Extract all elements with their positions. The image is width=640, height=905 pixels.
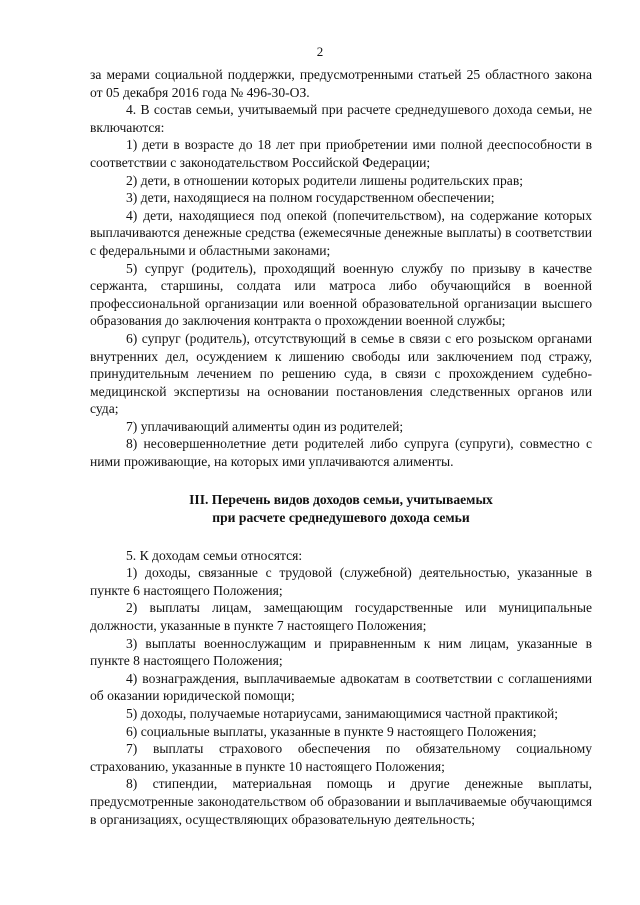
list-item: 1) дети в возрасте до 18 лет при приобретении ими полной дееспособности в соответствии с законодательством Российской Федерации;: [90, 137, 592, 170]
list-item: 2) выплаты лицам, замещающим государственные или муниципальные должности, указанные в пункте 7 настоящего Положения;: [90, 600, 592, 634]
section-heading: [90, 491, 592, 527]
list-item: 5) супруг (родитель), проходящий военную службу по призыву в качестве сержанта, старшины, солдата или матроса либо обучающийся в военной профессиональной организации или военной образовательной организации высшего образования до заключения контракта о прохождении военной службы;: [90, 260, 592, 329]
list-item: 4) вознаграждения, выплачиваемые адвокатам в соответствии с соглашениями об оказании юридической помощи;: [90, 670, 592, 704]
list-item: 3) выплаты военнослужащим и приравненным к ним лицам, указанные в пункте 8 настоящего Положения;: [90, 635, 592, 669]
list-item: 3) дети, находящиеся на полном государственном обеспечении;: [126, 190, 495, 206]
list-item: 8) стипендии, материальная помощь и другие денежные выплаты, предусмотренные законодательством об образовании и выплачиваемые обучающимся в организациях, осуществляющих образовательную деятельность;: [90, 776, 592, 827]
list-item: 6) социальные выплаты, указанные в пункте 9 настоящего Положения;: [126, 723, 537, 739]
section-heading-line-2: при расчете среднедушевого дохода семьи: [212, 509, 470, 525]
list-item: 7) уплачивающий алименты один из родителей;: [126, 418, 404, 434]
list-item: 5) доходы, получаемые нотариусами, занимающимися частной практикой;: [126, 706, 559, 721]
list-item: 8) несовершеннолетние дети родителей либо супруга (супруги), совместно с ними проживающие, на которых ими уплачиваются алименты.: [90, 436, 592, 470]
section-heading-line-1: III. Перечень видов доходов семьи, учитываемых: [189, 491, 493, 507]
page-number: 2: [316, 44, 324, 59]
paragraph-item-5: 5. К доходам семьи относятся:: [126, 547, 303, 563]
list-item: 1) доходы, связанные с трудовой (служебной) деятельностью, указанные в пункте 6 настоящего Положения;: [90, 565, 592, 598]
paragraph-continuation: за мерами социальной поддержки, предусмотренными статьей 25 областного закона от 05 декабря 2016 года № 496-30-ОЗ.: [90, 67, 592, 100]
document-body: [90, 66, 592, 828]
paragraph-item-4: 4. В состав семьи, учитываемый при расчете среднедушевого дохода семьи, не включаются:: [90, 102, 592, 135]
list-item: 6) супруг (родитель), отсутствующий в семье в связи с его розыском органами внутренних дел, осуждением к лишению свободы или заключением под стражу, принудительным лечением по решению суда, в связи с прохождением судебно-медицинской экспертизы на основании постановления следственных органов или суда;: [90, 330, 592, 417]
list-item: 4) дети, находящиеся под опекой (попечительством), на содержание которых выплачиваются денежные средства (ежемесячные денежные выплаты) в соответствии с федеральными и областными законами;: [90, 207, 592, 258]
list-item: 2) дети, в отношении которых родители лишены родительских прав;: [126, 172, 524, 188]
list-item: 7) выплаты страхового обеспечения по обязательному социальному страхованию, указанные в пункте 10 настоящего Положения;: [90, 741, 592, 774]
